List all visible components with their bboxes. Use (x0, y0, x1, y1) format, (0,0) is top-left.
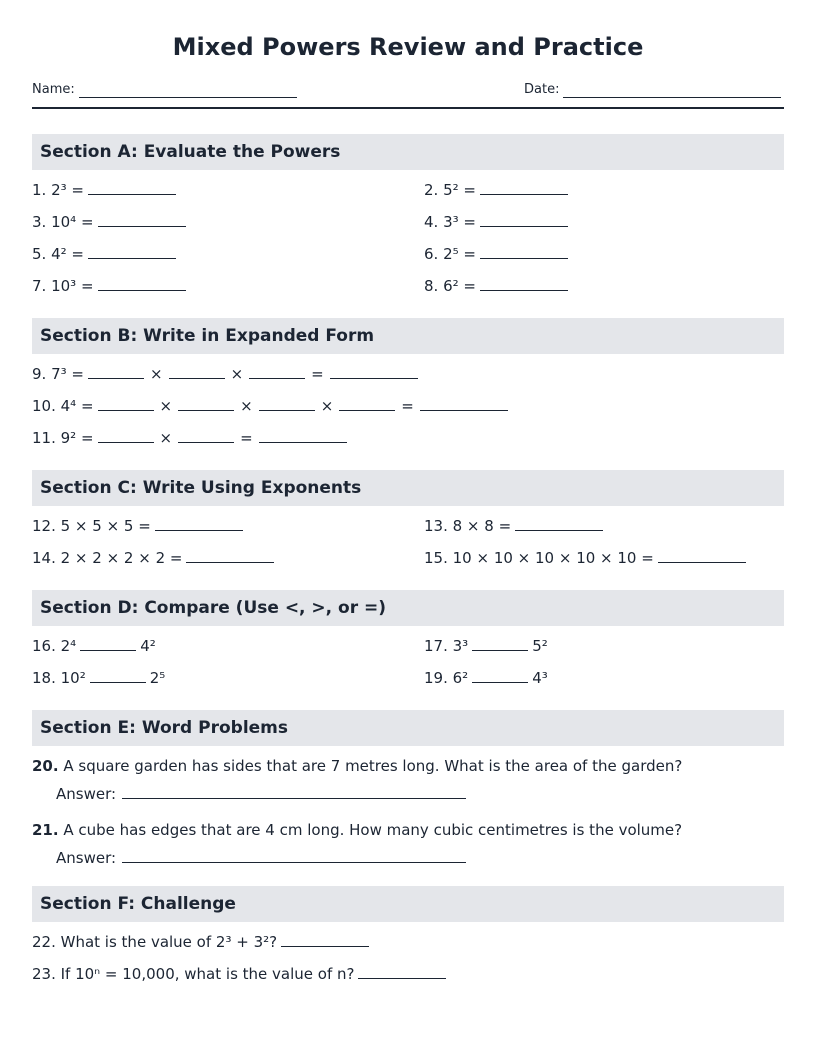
question-4: 4. 3³ = (424, 212, 572, 232)
question-10: 10. 4⁴ = × × × = (32, 396, 512, 416)
question-13: 13. 8 × 8 = (424, 516, 607, 536)
answer-blank[interactable] (358, 964, 446, 979)
answer-blank[interactable] (515, 516, 603, 531)
compare-blank[interactable] (472, 636, 528, 651)
answer-blank[interactable] (480, 212, 568, 227)
factor-blank[interactable] (88, 364, 144, 379)
answer-blank[interactable] (88, 180, 176, 195)
date-blank[interactable] (563, 84, 781, 98)
answer-blank[interactable] (420, 396, 508, 411)
header-divider (32, 107, 784, 109)
factor-blank[interactable] (178, 428, 234, 443)
answer-blank[interactable] (155, 516, 243, 531)
answer-blank[interactable] (259, 428, 347, 443)
page-title: Mixed Powers Review and Practice (172, 33, 644, 61)
section-a-heading: Section A: Evaluate the Powers (32, 134, 784, 170)
factor-blank[interactable] (169, 364, 225, 379)
question-12: 12. 5 × 5 × 5 = (32, 516, 247, 536)
question-5: 5. 4² = (32, 244, 180, 264)
question-8: 8. 6² = (424, 276, 572, 296)
answer-blank[interactable] (480, 244, 568, 259)
answer-blank[interactable] (122, 784, 466, 799)
factor-blank[interactable] (339, 396, 395, 411)
question-2: 2. 5² = (424, 180, 572, 200)
question-19: 19. 6² 4³ (424, 669, 548, 687)
question-9: 9. 7³ = × × = (32, 364, 422, 384)
answer-blank[interactable] (186, 548, 274, 563)
question-18: 18. 10² 2⁵ (32, 669, 166, 687)
factor-blank[interactable] (98, 396, 154, 411)
answer-21: Answer: (56, 848, 470, 868)
question-1: 1. 2³ = (32, 180, 180, 200)
answer-blank[interactable] (658, 548, 746, 563)
question-11: 11. 9² = × = (32, 428, 351, 448)
answer-blank[interactable] (281, 932, 369, 947)
answer-blank[interactable] (98, 212, 186, 227)
name-blank[interactable] (79, 84, 297, 98)
section-f-heading: Section F: Challenge (32, 886, 784, 922)
question-17: 17. 3³ 5² (424, 637, 548, 655)
question-7: 7. 10³ = (32, 276, 190, 296)
factor-blank[interactable] (249, 364, 305, 379)
section-e-heading: Section E: Word Problems (32, 710, 784, 746)
question-20: 20. A square garden has sides that are 7 metres long. What is the area of the garden? (32, 757, 683, 775)
factor-blank[interactable] (98, 428, 154, 443)
question-6: 6. 2⁵ = (424, 244, 572, 264)
question-23: 23. If 10ⁿ = 10,000, what is the value of n? (32, 964, 450, 984)
answer-blank[interactable] (480, 276, 568, 291)
answer-blank[interactable] (330, 364, 418, 379)
question-3: 3. 10⁴ = (32, 212, 190, 232)
answer-blank[interactable] (88, 244, 176, 259)
factor-blank[interactable] (178, 396, 234, 411)
name-field (32, 82, 297, 98)
answer-20: Answer: (56, 784, 470, 804)
factor-blank[interactable] (259, 396, 315, 411)
date-label: Date: (524, 82, 560, 97)
section-d-heading: Section D: Compare (Use <, >, or =) (32, 590, 784, 626)
answer-blank[interactable] (98, 276, 186, 291)
compare-blank[interactable] (80, 636, 136, 651)
name-label: Name: (32, 82, 75, 97)
answer-blank[interactable] (122, 848, 466, 863)
compare-blank[interactable] (472, 668, 528, 683)
section-c-heading: Section C: Write Using Exponents (32, 470, 784, 506)
question-14: 14. 2 × 2 × 2 × 2 = (32, 548, 278, 568)
answer-blank[interactable] (480, 180, 568, 195)
question-22: 22. What is the value of 2³ + 3²? (32, 932, 373, 952)
question-15: 15. 10 × 10 × 10 × 10 × 10 = (424, 548, 750, 568)
question-21: 21. A cube has edges that are 4 cm long. How many cubic centimetres is the volume? (32, 821, 683, 839)
date-field (524, 82, 781, 98)
section-b-heading: Section B: Write in Expanded Form (32, 318, 784, 354)
compare-blank[interactable] (90, 668, 146, 683)
question-16: 16. 2⁴ 4² (32, 637, 156, 655)
